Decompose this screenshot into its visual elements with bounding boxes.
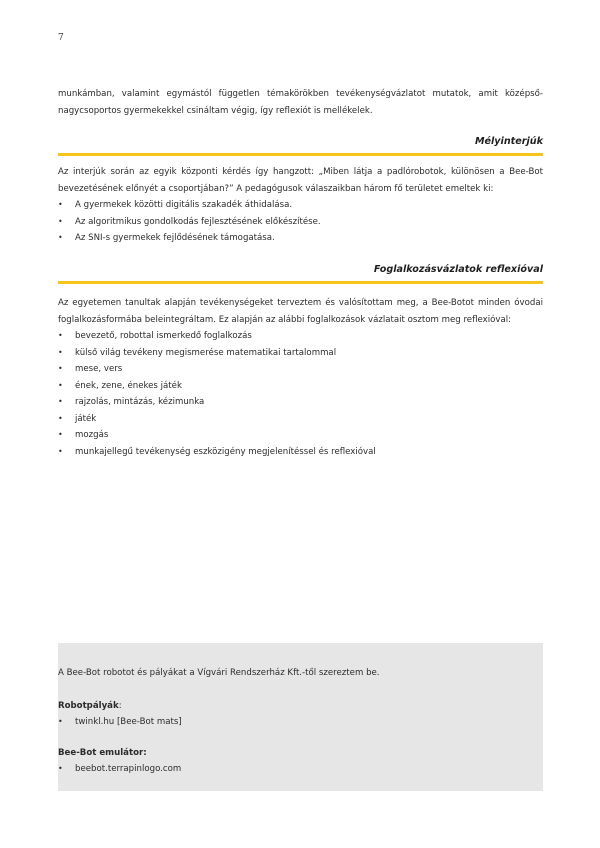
intro-block <box>58 86 543 119</box>
section2-body <box>58 295 543 460</box>
list-item: • munkajellegű tevékenység eszközigény megjelenítéssel és reflexióval <box>58 444 543 461</box>
section1-paragraph: Az interjúk során az egyik központi kérdés így hangzott: „Miben látja a padlórobotok, különösen a Bee-Bot bevezetésének előnyét a csoportjában?” A pedagógusok válaszaikban három fő területet emeltek ki: <box>58 167 543 194</box>
list-item: • külső világ tevékeny megismerése matematikai tartalommal <box>58 345 543 362</box>
bullet-icon: • <box>58 380 63 390</box>
list-item: • Az SNI-s gyermekek fejlődésének támogatása. <box>58 230 543 247</box>
list-item: • játék <box>58 411 543 428</box>
list-item: • rajzolás, mintázás, kézimunka <box>58 394 543 411</box>
info-box <box>58 643 543 791</box>
section-foglalkozasvazlatok <box>58 264 543 284</box>
list-item: • ének, zene, énekes játék <box>58 378 543 395</box>
intro-paragraph: munkámban, valamint egymástól független témakörökben tevékenységvázlatot mutatok, amit középső-nagycsoportos gyermekekkel csináltam végig, így reflexiót is mellékelek. <box>58 89 543 116</box>
bullet-icon: • <box>58 717 63 726</box>
list-item <box>58 714 543 731</box>
robot-tracks-list <box>58 714 543 731</box>
bullet-icon: • <box>58 397 63 406</box>
section2-paragraph: Az egyetemen tanultak alapján tevékenységeket terveztem és valósítottam meg, a Bee-Botot minden óvodai foglalkozásformába beleintegráltam. Ez alapján az alábbi foglalkozások vázlatait osztom meg reflexióval: <box>58 298 543 325</box>
section1-bullet-list <box>58 197 543 247</box>
list-item: • mozgás <box>58 427 543 444</box>
heading-rule <box>58 153 543 156</box>
bullet-icon: • <box>58 233 63 242</box>
bullet-icon: • <box>58 200 63 209</box>
bullet-icon: • <box>58 216 63 226</box>
supplier-note: A Bee-Bot robotot és pályákat a Vígvári Rendszerház Kft.-től szereztem be. <box>58 668 380 678</box>
list-item: • Az algoritmikus gondolkodás fejlesztésének előkészítése. <box>58 214 543 231</box>
heading-rule <box>58 281 543 284</box>
robot-tracks-link[interactable]: twinkl.hu [Bee-Bot mats] <box>75 717 182 727</box>
page-number: 7 <box>58 33 64 43</box>
section1-body <box>58 164 543 247</box>
section-heading: Foglalkozásvázlatok reflexióval <box>373 264 543 275</box>
bullet-icon: • <box>58 347 63 357</box>
bullet-icon: • <box>58 763 63 773</box>
bullet-icon: • <box>58 413 63 423</box>
emulator-link[interactable]: beebot.terrapinlogo.com <box>75 763 182 774</box>
robot-tracks-label: Robotpályák: <box>58 701 122 711</box>
list-item: • bevezető, robottal ismerkedő foglalkozás <box>58 328 543 345</box>
emulator-list <box>58 761 543 778</box>
bullet-icon: • <box>58 430 63 439</box>
bullet-icon: • <box>58 364 63 373</box>
section-mely-interjuk <box>58 136 543 156</box>
bullet-icon: • <box>58 331 63 340</box>
section-heading: Mélyinterjúk <box>474 136 543 147</box>
section2-bullet-list <box>58 328 543 460</box>
list-item <box>58 761 543 778</box>
bullet-icon: • <box>58 446 63 456</box>
list-item: • mese, vers <box>58 361 543 378</box>
list-item: • A gyermekek közötti digitális szakadék áthidalása. <box>58 197 543 214</box>
emulator-label: Bee-Bot emulátor: <box>58 747 147 758</box>
